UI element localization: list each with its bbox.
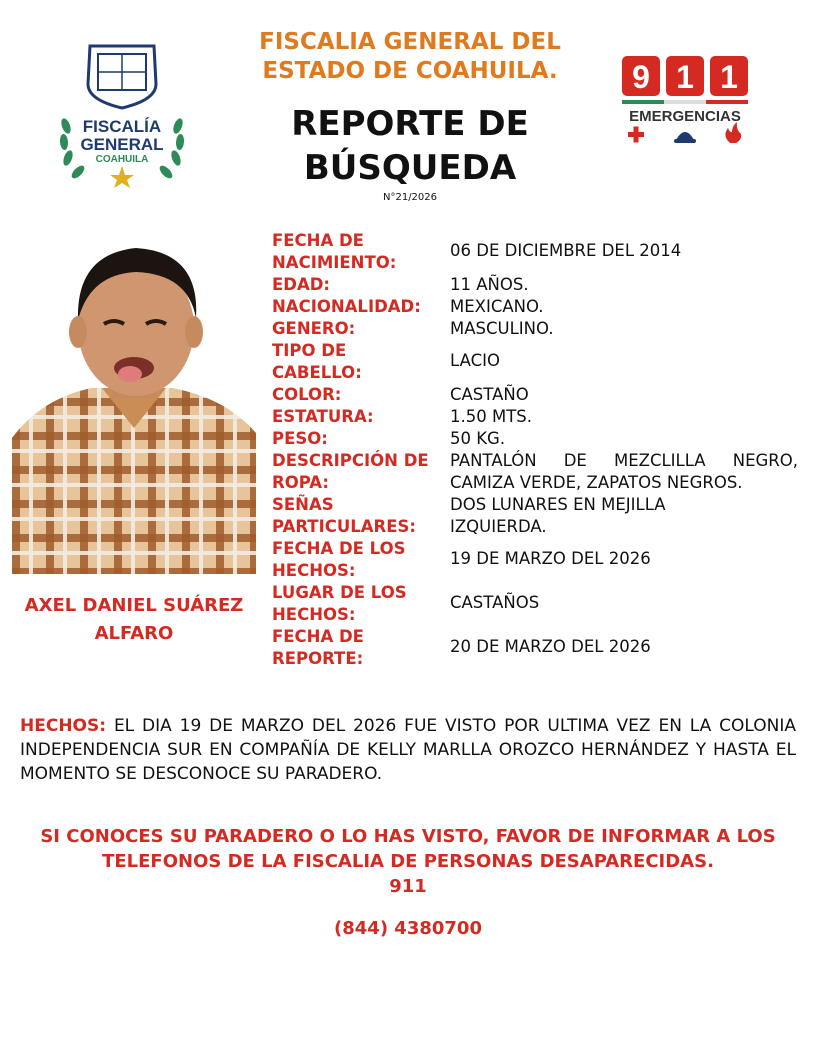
title-line2: BÚSQUEDA xyxy=(303,148,517,188)
agency-line2: ESTADO DE COAHUILA. xyxy=(262,58,558,84)
hechos-paragraph xyxy=(20,714,796,786)
medical-cross-icon xyxy=(628,127,644,143)
report-title xyxy=(255,102,565,190)
label-senas-particulares: SEÑAS PARTICULARES: xyxy=(272,495,416,536)
folio-number: N°21/2026 xyxy=(382,192,438,203)
title-line1: REPORTE DE xyxy=(291,104,529,144)
label-tipo-cabello: TIPO DE CABELLO: xyxy=(272,341,362,382)
missing-person-photo xyxy=(12,228,256,574)
agency-line1: FISCALIA GENERAL DEL xyxy=(259,29,561,55)
svg-text:FISCALÍA: FISCALÍA xyxy=(82,117,162,136)
value-fecha-reporte: 20 DE MARZO DEL 2026 xyxy=(450,637,651,656)
value-descripcion-ropa: PANTALÓN DE MEZCLILLA NEGRO, CAMIZA VERDE, ZAPATOS NEGROS. xyxy=(450,451,798,492)
label-fecha-reporte: FECHA DE REPORTE: xyxy=(272,627,364,668)
label-fecha-nacimiento: FECHA DE NACIMIENTO: xyxy=(272,231,397,272)
label-edad: EDAD: xyxy=(272,275,331,294)
label-descripcion-ropa: DESCRIPCIÓN DE ROPA: xyxy=(272,451,429,492)
svg-text:9: 9 xyxy=(632,59,650,95)
label-peso: PESO: xyxy=(272,429,328,448)
value-peso: 50 KG. xyxy=(450,429,506,448)
hechos-label: HECHOS: xyxy=(20,716,107,736)
coahuila-shield-icon xyxy=(52,38,192,188)
svg-text:GENERAL: GENERAL xyxy=(80,135,164,154)
label-fecha-hechos: FECHA DE LOS HECHOS: xyxy=(272,539,406,580)
label-color: COLOR: xyxy=(272,385,342,404)
name-line2: ALFARO xyxy=(94,623,174,644)
value-nacionalidad: MEXICANO. xyxy=(450,297,544,316)
police-cap-icon xyxy=(674,132,696,143)
svg-text:COAHUILA: COAHUILA xyxy=(95,154,149,165)
label-genero: GENERO: xyxy=(272,319,356,338)
value-fecha-hechos: 19 DE MARZO DEL 2026 xyxy=(450,549,651,568)
fire-icon xyxy=(725,122,741,143)
value-edad: 11 AÑOS. xyxy=(450,275,529,294)
label-estatura: ESTATURA: xyxy=(272,407,374,426)
value-genero: MASCULINO. xyxy=(450,319,554,338)
value-fecha-nacimiento: 06 DE DICIEMBRE DEL 2014 xyxy=(450,241,682,260)
value-lugar-hechos: CASTAÑOS xyxy=(450,593,540,612)
emergencias-911-logo xyxy=(618,54,758,154)
value-senas-particulares: DOS LUNARES EN MEJILLA IZQUIERDA. xyxy=(450,495,666,536)
label-nacionalidad: NACIONALIDAD: xyxy=(272,297,421,316)
value-estatura: 1.50 MTS. xyxy=(450,407,533,426)
missing-person-name xyxy=(12,592,256,648)
appeal-text: SI CONOCES SU PARADERO O LO HAS VISTO, FAVOR DE INFORMAR A LOS TELEFONOS DE LA FISCALIA DE PERSONAS DESAPARECIDAS. xyxy=(40,826,776,872)
name-line1: AXEL DANIEL SUÁREZ xyxy=(24,595,244,616)
hechos-text: EL DIA 19 DE MARZO DEL 2026 FUE VISTO POR ULTIMA VEZ EN LA COLONIA INDEPENDENCIA SUR EN COMPAÑÍA DE KELLY MARLLA OROZCO HERNÁNDEZ Y HASTA EL MOMENTO SE DESCONOCE SU PARADERO. xyxy=(20,716,797,784)
contact-phone: (844) 4380700 xyxy=(334,918,482,939)
svg-text:EMERGENCIAS: EMERGENCIAS xyxy=(629,108,741,125)
svg-text:1: 1 xyxy=(676,59,694,95)
svg-text:1: 1 xyxy=(720,59,738,95)
value-color: CASTAÑO xyxy=(450,385,529,404)
agency-name xyxy=(240,28,580,86)
value-tipo-cabello: LACIO xyxy=(450,351,500,370)
emergency-number: 911 xyxy=(389,876,427,897)
fiscalia-logo xyxy=(52,38,192,188)
label-lugar-hechos: LUGAR DE LOS HECHOS: xyxy=(272,583,407,624)
contact-appeal xyxy=(20,824,796,899)
